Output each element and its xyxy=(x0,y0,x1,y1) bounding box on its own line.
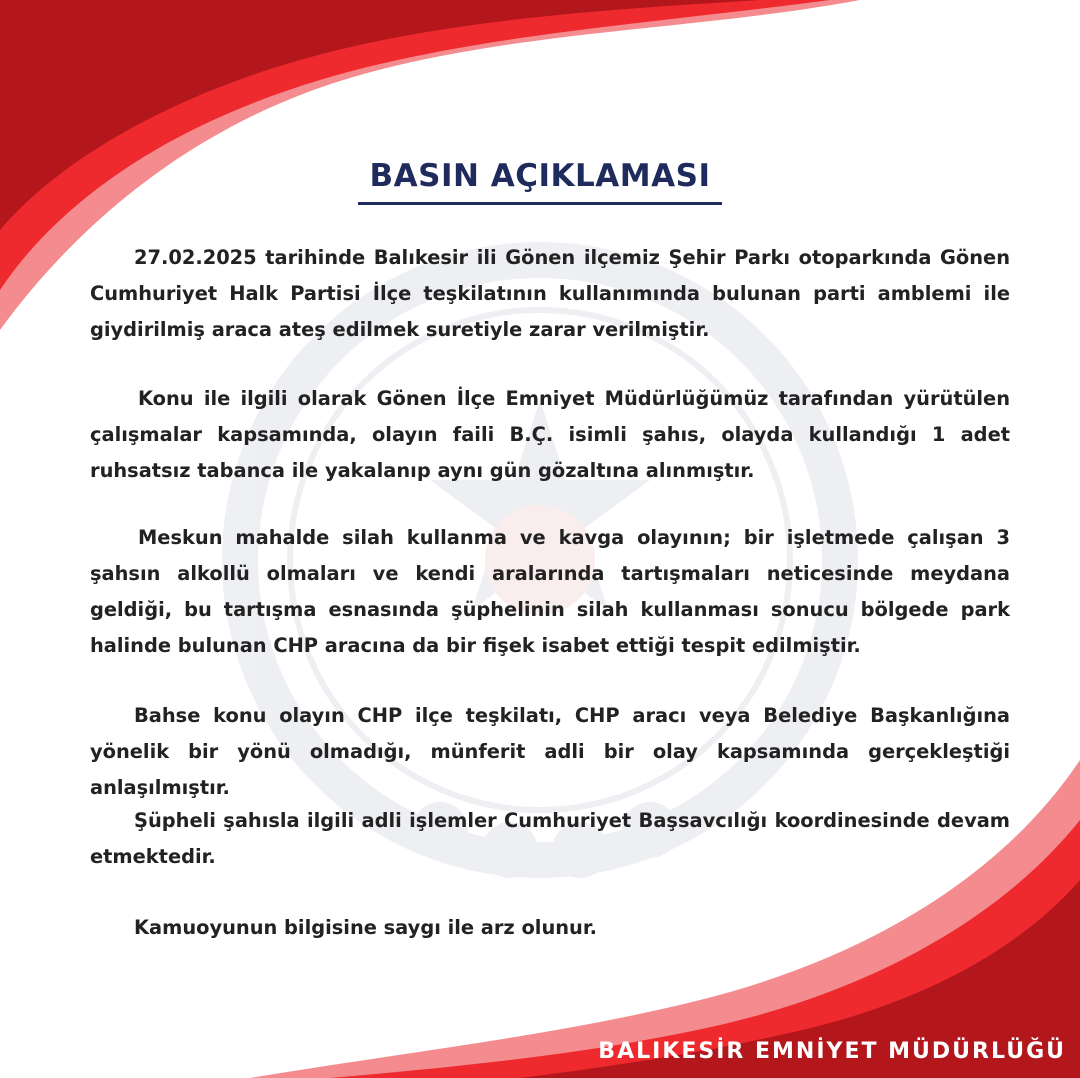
signature-authority: BALIKESİR EMNİYET MÜDÜRLÜĞÜ xyxy=(598,1039,1066,1064)
paragraph-investigation: Konu ile ilgili olarak Gönen İlçe Emniyet Müdürlüğümüz tarafından yürütülen çalışmalar kapsamında, olayın faili B.Ç. isimli şahıs, olayda kullandığı 1 adet ruhsatsız tabanca ile yakalanıp aynı gün gözaltına alınmıştır. xyxy=(90,387,1010,482)
document-title: BASIN AÇIKLAMASI xyxy=(369,158,711,194)
paragraph-incident: 27.02.2025 tarihinde Balıkesir ili Gönen ilçemiz Şehir Parkı otoparkında Gönen Cumhuriyet Halk Partisi İlçe teşkilatının kullanımında bulunan parti amblemi ile giydirilmiş araca ateş edilmek suretiyle zarar verilmiştir. xyxy=(90,246,1010,341)
paragraph-closing: Kamuoyunun bilgisine saygı ile arz olunur. xyxy=(134,916,598,939)
title-underline xyxy=(358,202,722,205)
paragraph-conclusion: Bahse konu olayın CHP ilçe teşkilatı, CHP aracı veya Belediye Başkanlığına yönelik bir yönü olmadığı, münferit adli bir olay kapsamında gerçekleştiği anlaşılmıştır. xyxy=(90,704,1010,799)
paragraph-findings: Meskun mahalde silah kullanma ve kavga olayının; bir işletmede çalışan 3 şahsın alkollü olmaları ve kendi aralarında tartışmaları neticesinde meydana geldiği, bu tartışma esnasında şüphelinin silah kullanması sonucu bölgede park halinde bulunan CHP aracına da bir fişek isabet ettiği tespit edilmiştir. xyxy=(90,526,1010,657)
paragraph-legal-process: Şüpheli şahısla ilgili adli işlemler Cumhuriyet Başsavcılığı koordinesinde devam etmektedir. xyxy=(90,809,1010,868)
